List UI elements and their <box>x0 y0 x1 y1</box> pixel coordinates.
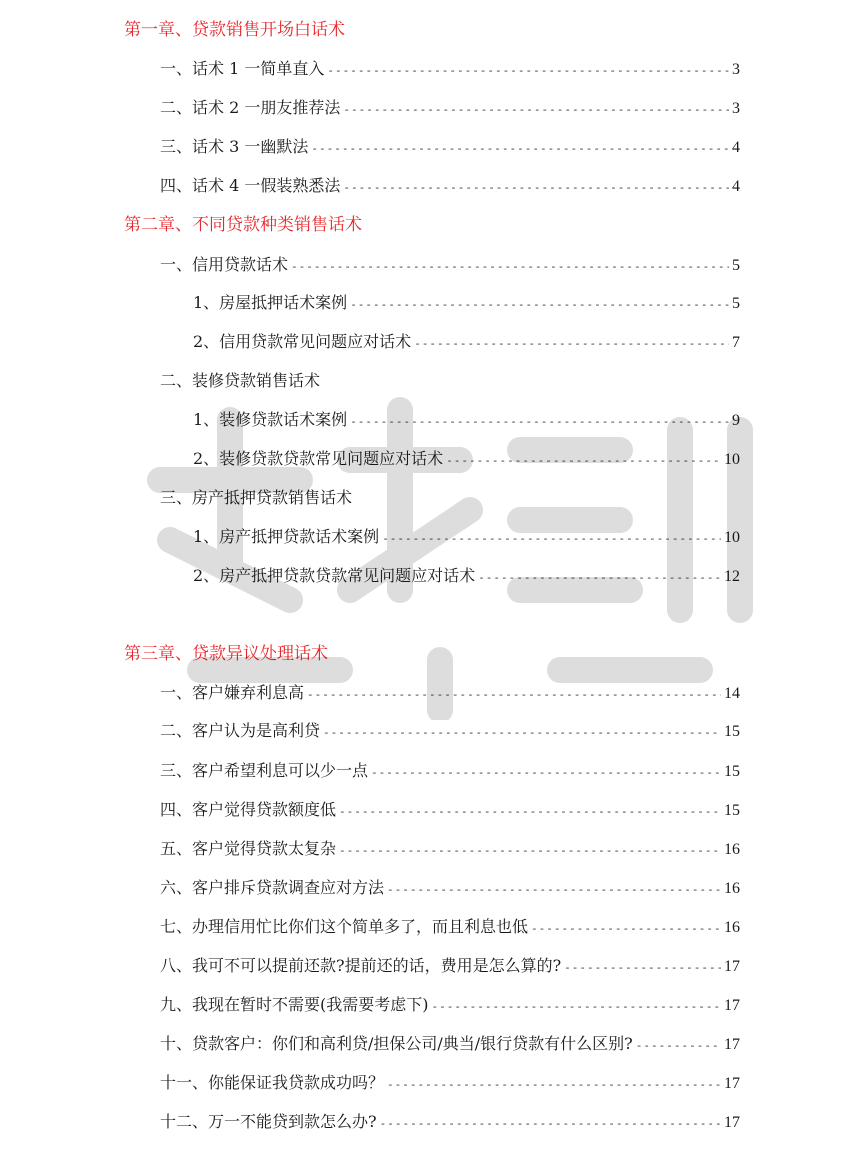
toc-page-number: 17 <box>724 958 740 975</box>
toc-page-number: 16 <box>724 841 740 858</box>
toc-leader <box>387 1074 721 1096</box>
toc-entry[interactable] <box>160 720 740 744</box>
toc-leader <box>382 528 721 550</box>
toc-page-number: 10 <box>724 529 740 546</box>
toc-entry[interactable] <box>193 526 740 550</box>
toc-entry[interactable] <box>160 97 740 121</box>
toc-page-number: 4 <box>732 178 740 195</box>
toc-page-number: 7 <box>732 334 740 351</box>
toc-entry[interactable] <box>160 136 740 160</box>
toc-leader <box>350 294 729 316</box>
toc-entry-text: 九、我现在暂时不需要(我需要考虑下) <box>160 995 429 1014</box>
toc-page-number: 10 <box>724 451 740 468</box>
toc-entry[interactable] <box>160 1033 740 1057</box>
toc-page-number: 16 <box>724 919 740 936</box>
toc-entry-text: 三、话术 3 一幽默法 <box>160 137 309 156</box>
toc-entry[interactable] <box>160 487 740 509</box>
toc-entry[interactable] <box>160 916 740 940</box>
toc-page-number: 15 <box>724 723 740 740</box>
toc-entry[interactable] <box>193 292 740 316</box>
toc-entry-text: 十一、你能保证我贷款成功吗？ <box>160 1073 385 1092</box>
toc-leader <box>343 99 729 121</box>
toc-leader <box>339 840 721 862</box>
toc-entry[interactable] <box>160 838 740 862</box>
toc-page-number: 16 <box>724 880 740 897</box>
toc-entry-text: 2、信用贷款常见问题应对话术 <box>193 332 412 351</box>
toc-leader <box>478 567 721 589</box>
toc-entry[interactable] <box>160 1072 740 1096</box>
toc-leader <box>446 450 721 472</box>
toc-entry[interactable] <box>160 1111 740 1135</box>
toc-page-number: 5 <box>732 295 740 312</box>
toc-page-number: 17 <box>724 997 740 1014</box>
toc-entry[interactable] <box>193 409 740 433</box>
toc-page-number: 15 <box>724 802 740 819</box>
toc-entry-text: 二、装修贷款销售话术 <box>160 371 321 390</box>
toc-entry[interactable] <box>160 955 740 979</box>
toc-entry-text: 一、客户嫌弃利息高 <box>160 683 305 702</box>
toc-leader <box>291 256 729 278</box>
toc-page-number: 4 <box>732 139 740 156</box>
toc-entry-text: 三、客户希望利息可以少一点 <box>160 761 369 780</box>
toc-leader <box>371 762 721 784</box>
toc-entry-text: 一、话术 1 一简单直入 <box>160 59 325 78</box>
toc-entry-text: 2、装修贷款贷款常见问题应对话术 <box>193 449 444 468</box>
toc-entry[interactable] <box>160 994 740 1018</box>
toc-leader <box>307 684 721 706</box>
toc-entry-text: 三、房产抵押贷款销售话术 <box>160 488 353 507</box>
toc-entry-text: 二、话术 2 一朋友推荐法 <box>160 98 341 117</box>
toc-entry[interactable] <box>193 448 740 472</box>
toc-entry[interactable] <box>160 682 740 706</box>
toc-entry[interactable] <box>160 370 740 392</box>
toc-page-number: 17 <box>724 1114 740 1131</box>
toc-page-number: 17 <box>724 1036 740 1053</box>
toc-entry-text: 十、贷款客户：你们和高利贷/担保公司/典当/银行贷款有什么区别? <box>160 1034 633 1053</box>
chapter-title: 第一章、贷款销售开场白话术 <box>124 20 345 40</box>
toc-leader <box>531 918 721 940</box>
toc-entry-text: 十二、万一不能贷到款怎么办? <box>160 1112 377 1131</box>
toc-leader <box>323 722 721 744</box>
toc-entry-text: 五、客户觉得贷款太复杂 <box>160 839 337 858</box>
chapter-title: 第三章、贷款异议处理话术 <box>124 644 328 664</box>
toc-page-number: 9 <box>732 412 740 429</box>
toc-leader <box>636 1035 721 1057</box>
toc-page-number: 3 <box>732 100 740 117</box>
toc-page-number: 17 <box>724 1075 740 1092</box>
toc-entry-text: 2、房产抵押贷款贷款常见问题应对话术 <box>193 566 476 585</box>
toc-entry[interactable] <box>160 254 740 278</box>
toc-entry[interactable] <box>160 175 740 199</box>
toc-leader <box>311 138 729 160</box>
toc-leader <box>414 333 729 355</box>
toc-entry-text: 二、客户认为是高利贷 <box>160 721 321 740</box>
toc-page-number: 3 <box>732 61 740 78</box>
toc-entry-text: 六、客户排斥贷款调查应对方法 <box>160 878 385 897</box>
toc-entry-text: 1、房产抵押贷款话术案例 <box>193 527 380 546</box>
toc-entry[interactable] <box>160 799 740 823</box>
toc-entry-text: 四、客户觉得贷款额度低 <box>160 800 337 819</box>
toc-entry[interactable] <box>160 58 740 82</box>
toc-entry-text: 四、话术 4 一假装熟悉法 <box>160 176 341 195</box>
chapter-title: 第二章、不同贷款种类销售话术 <box>124 215 362 235</box>
toc-entry[interactable] <box>193 331 740 355</box>
toc-page-number: 12 <box>724 568 740 585</box>
toc-leader <box>380 1113 721 1135</box>
toc-entry-text: 八、我可不可以提前还款?提前还的话，费用是怎么算的? <box>160 956 562 975</box>
toc-entry[interactable] <box>160 877 740 901</box>
toc-page-number: 14 <box>724 685 740 702</box>
toc-entry-text: 1、房屋抵押话术案例 <box>193 293 348 312</box>
toc-entry[interactable] <box>193 565 740 589</box>
toc-entry-text: 一、信用贷款话术 <box>160 255 289 274</box>
toc-page-number: 15 <box>724 763 740 780</box>
toc-entry-text: 七、办理信用忙比你们这个简单多了，而且利息也低 <box>160 917 529 936</box>
toc-leader <box>432 996 722 1018</box>
toc-leader <box>564 957 721 979</box>
toc-entry-text: 1、装修贷款话术案例 <box>193 410 348 429</box>
toc-leader <box>339 801 721 823</box>
toc-page-number: 5 <box>732 257 740 274</box>
toc-leader <box>350 411 729 433</box>
toc-entry[interactable] <box>160 760 740 784</box>
toc-leader <box>327 60 729 82</box>
toc-leader <box>343 177 729 199</box>
toc-leader <box>387 879 721 901</box>
